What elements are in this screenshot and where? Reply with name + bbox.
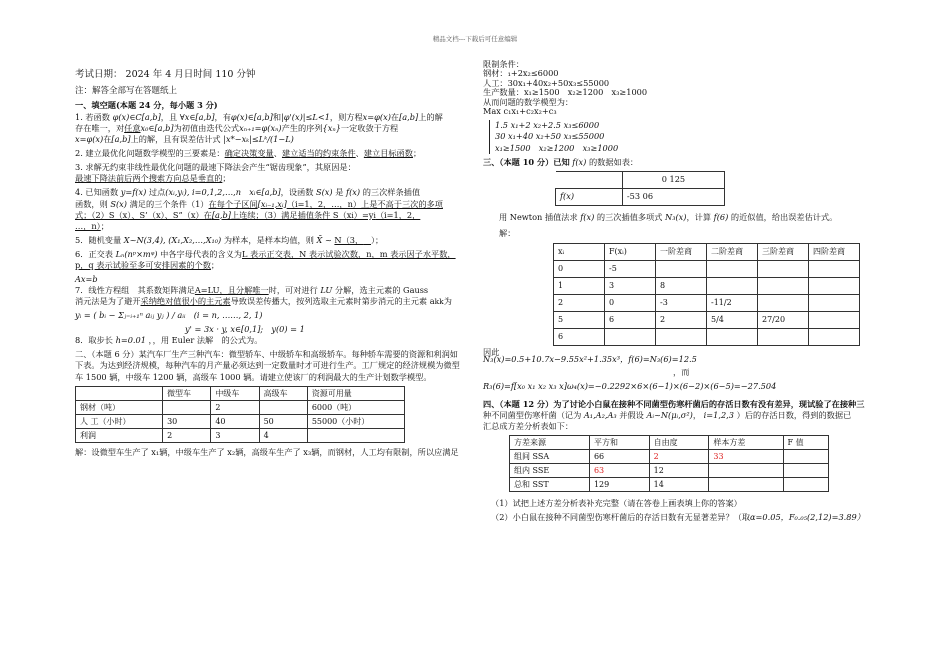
limits-title: 限制条件：: [483, 59, 524, 69]
table-header: [76, 386, 163, 400]
fx-data-table: 0 125 f(x) -53 06: [555, 171, 725, 206]
table-row: 人 工（小时） 30 40 50 55000（小时）: [76, 414, 405, 428]
section-1-title: 一、填空题(本题 24 分，每小题 3 分): [75, 99, 218, 110]
anova-question-2: （2）小白鼠在接种不同菌型伤寒杆菌后的存活日数有无显著差异？（取α=0.05，F₀.₀₅(2,12)=3.89）: [491, 512, 865, 523]
table-row: 6: [554, 328, 860, 345]
exam-note: 注：解答全部写在答题纸上: [75, 85, 178, 96]
exam-time: 考试日期： 2024 年 4 月日时间 110 分钟: [75, 69, 256, 80]
table-header: 微型车: [163, 386, 211, 400]
anova-table: 方差来源 平方和 自由度 样本方差 F 值 组间 SSA 66 2 33 组内 SSE 63 12 总和 SST 129 14: [509, 435, 829, 492]
q1: 1. 若函数 φ(x)∈C[a,b]，且 ∀x∈[a,b]，有φ(x)∈[a,b]和|φ'(x)|≤L<1，则方程x=φ(x)在[a,b]上的解 存在唯一，对任意x₀∈[a,b]为初值由迭代公式xₙ₊₁=φ(xₙ)产生的序列{xₙ}一定收敛于方程 x=φ(x)在[a,b]上的解，且有误差估计式 |x*−xₖ|≤Lᵏ/(1−L): [75, 112, 443, 145]
error-estimate: R₃(6)=f[x₀ x₁ x₂ x₃ x]ω₄(x)=−0.2292×6×(6−1)×(6−2)×(6−5)=−27.504: [483, 380, 777, 391]
right-column: [483, 60, 878, 527]
labor-constraint: 人工：30x₁+40x₂+50x₃≤55000: [483, 77, 610, 88]
q8: y' = 3x · y, x∈[0,1]; y(0) = 1 8．取步长 h=0.01 ，，用 Euler 法解 的公式为。: [75, 324, 305, 346]
steel-constraint: 钢材：₁+2x₂≤6000: [483, 68, 559, 79]
newton-polynomial: N₃(x)=0.5+10.7x−9.55x²+1.35x³，f(6)=N₃(6)=12.5: [483, 353, 697, 364]
section-2-title: 二、（本题 6 分）某汽车厂生产三种汽车：微型轿车、中级轿车和高级轿车。每种轿车需要的资源和利润如下表。为达到经济规模，每种汽车的月产量必须达到一定数量时才可进行生产。工厂规定的经济规模为微型车 1500 辆，中级车 1200 辆，高级车 1000 辆。请建立使该厂的利润最大的生产计划数学模型。: [75, 349, 460, 382]
q7-formula: yᵢ = ( bᵢ − Σⱼ₌ᵢ₊₁ⁿ aᵢⱼ yⱼ ) / aᵢᵢ (i = n, ……, 2, 1): [75, 310, 263, 321]
model-intro: 从而问题的数学模型为：: [483, 96, 574, 107]
newton-question: 用 Newton 插值法求 f(x) 的三次插值多项式 N₃(x)，计算 f(6) 的近似值，给出误差估计式。: [499, 212, 838, 223]
section-4-title: 四、（本题 12 分）为了讨论小白鼠在接种不同菌型伤寒杆菌后的存活日数有没有差异，现试验了在接种三 种不同菌型伤寒杆菌（记为 A₁,A₂,A₃ 并假设 Aᵢ~N(μᵢ,σ²)， i=1,2,3 ）后的存活日数，得到的数据已 汇总成方差分析表如下：: [483, 399, 865, 432]
table-header: 资源可用量: [307, 386, 404, 400]
table-header: 高级车: [259, 386, 307, 400]
objective: Max c₁x₁+c₂x₂+c₃: [483, 106, 557, 117]
anova-question-1: （1）试把上述方差分析表补充完整（请在答卷上画表填上你的答案）: [491, 498, 742, 509]
solution-label: 解：: [499, 228, 516, 239]
table-row: 0 -5: [554, 260, 860, 277]
q4: 4. 已知函数 y=f(x) 过点(xᵢ,yᵢ), i=0,1,2,…,n xᵢ∈[a,b]，设函数 S(x) 是 f(x) 的三次样条插值 函数，则 S(x) 满足的三个条件（1）在每个子区间[xᵢ₋₁,xᵢ]（i=1，2，…，n）上是不高于三次的多项 式；（2）S（x）、S’（x）、S”（x）在[a,b]上连续；（3）满足插值条件 S（xi）=yi（i=1，2， …，n）；: [75, 187, 443, 231]
production-constraint: 生产数量：x₁≥1500 x₂≥1200 x₃≥1000: [483, 87, 648, 98]
q5: 5．随机变量 X~N(3,4), (X₁,X₂,…,X₁₀) 为样本，是样本均值，则 X̄ ~ N（3， ）；: [75, 234, 384, 245]
divided-difference-table: xᵢ F(xᵢ) 一阶差商 二阶差商 三阶差商 四阶差商 0 -5 1 3 8 2 0 -3 -11/2 5 6 2 5/4 27/20 6: [553, 243, 860, 346]
constraint-system: 1.5 x₁+2 x₂+2.5 x₃≤6000 30 x₁+40 x₂+50 x₃≤55000 x₁≥1500 x₂≥1200 x₃≥1000: [489, 120, 878, 154]
section-3-title: 三、（本题 10 分）已知 f(x) 的数据如表：: [483, 156, 639, 167]
table-header: 中级车: [211, 386, 259, 400]
section-2-solution: 解：设微型车生产了 x₁辆，中级车生产了 x₂辆，高级车生产了 x₃辆，而钢材，人工均有限制，所以应满足: [75, 446, 459, 457]
table-row: 5 6 2 5/4 27/20: [554, 311, 860, 328]
table-row: 组间 SSA 66 2 33: [510, 450, 829, 464]
q6: 6．正交表 Lₙ(nᵖ×mᵠ) 中各字母代表的含义为L 表示正交表，N 表示试验次数，n，m 表示因子水平数， p，q 表示试验至多可安排因素的个数；: [75, 248, 456, 270]
table-row: 组内 SSE 63 12: [510, 464, 829, 478]
q3: 3. 求解无约束非线性最优化问题的最速下降法会产生“锯齿现象”，其原因是： 最速下降法前后两个搜索方向总是垂直的；: [75, 162, 356, 184]
table-row: 总和 SST 129 14: [510, 478, 829, 492]
table-row: 1 3 8: [554, 277, 860, 294]
table-row: 利润 2 3 4: [76, 428, 405, 442]
q7: Ax=b 7．线性方程组 其系数矩阵满足A=LU，且分解唯一时，可对进行 LU 分解，选主元素的 Gauss 消元法是为了避开采纳绝对值很小的主元素导致误差传播大，按列选取主元素时第步消元的主元素 akk为: [75, 273, 452, 307]
q2: 2. 建立最优化问题数学模型的三要素是：确定决策变量、建立适当的约束条件、建立目标函数；: [75, 148, 422, 159]
vehicle-resource-table: [75, 386, 405, 443]
left-column: [75, 70, 465, 461]
header-note: 精品文档---下载后可任意编辑: [432, 35, 518, 43]
therefore: 因此: [483, 346, 500, 357]
and-word: ，而: [673, 367, 690, 378]
table-row: 2 0 -3 -11/2: [554, 294, 860, 311]
table-row: 钢材（吨） 2 6000（吨）: [76, 400, 405, 414]
